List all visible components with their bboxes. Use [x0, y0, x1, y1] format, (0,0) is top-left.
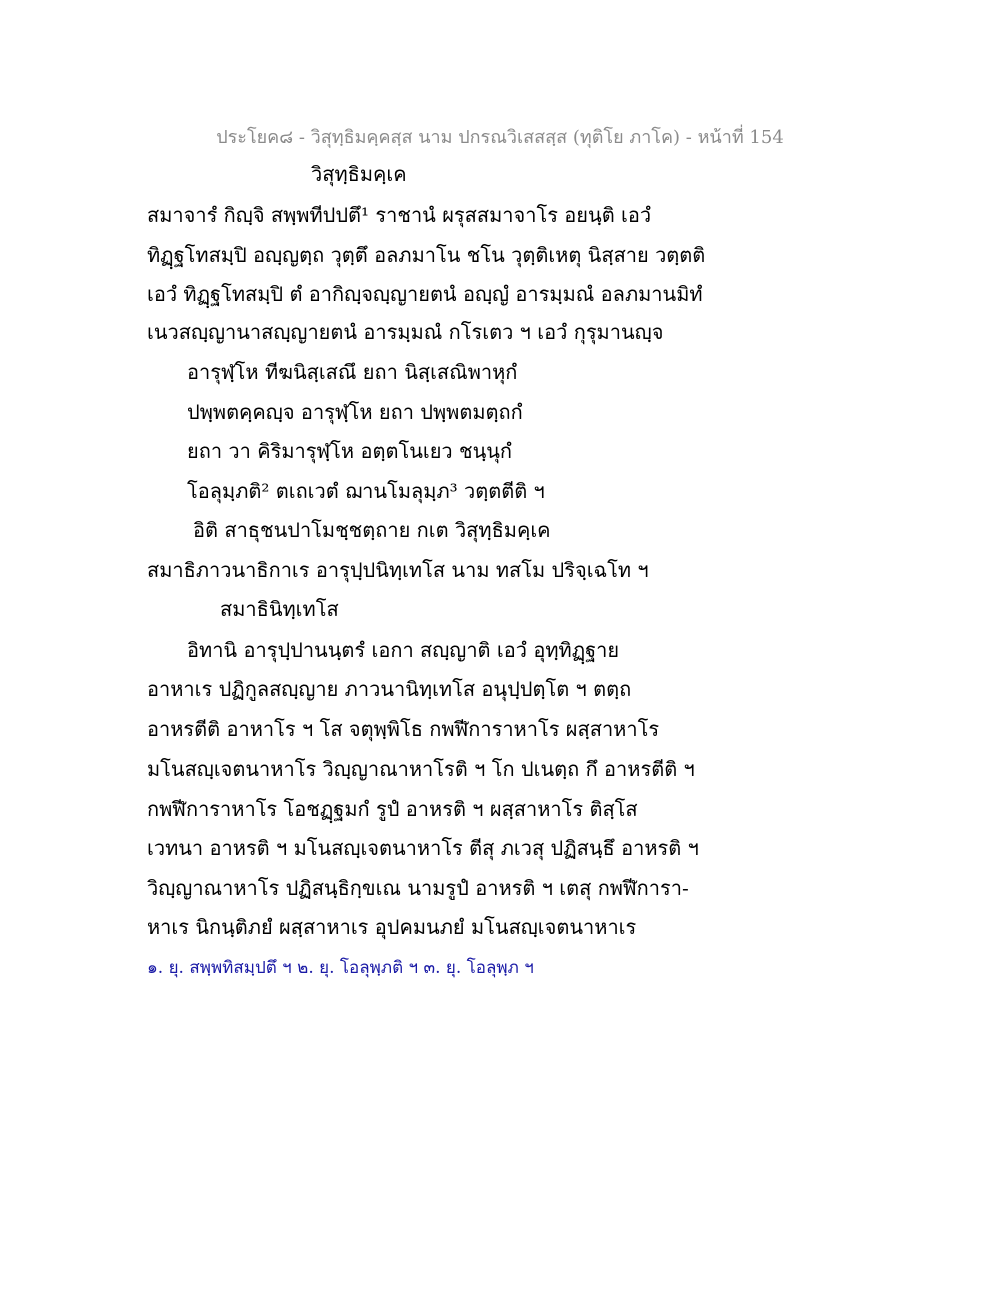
text-line: กพฬีการาหาโร โอชฏฺฐมกํ รูปํ อาหรติ ฯ ผสฺสาหาโร ติสฺโส	[147, 797, 638, 821]
text-line: ทิฏฺฐโทสมฺปิ อญฺญตฺถ วุตฺตึ อลภมาโน ชโน วุตฺติเหตุ นิสฺสาย วตฺตติ	[147, 243, 706, 267]
text-line: มโนสญฺเจตนาหาโร วิญฺญาณาหาโรติ ฯ โก ปเนตฺถ กึ อาหรตีติ ฯ	[147, 757, 695, 781]
text-line: หาเร นิกนฺติภยํ ผสฺสาหาเร อุปคมนภยํ มโนสญฺเจตนาหาเร	[147, 915, 637, 939]
text-line: เวทนา อาหรติ ฯ มโนสญฺเจตนาหาโร ตีสุ ภเวสุ ปฏิสนฺธึ อาหรติ ฯ	[147, 836, 699, 860]
text-line: สมาจารํ กิญฺจิ สพฺพทีปปตึ¹ ราชานํ ผรุสสมาจาโร อยนฺติ เอวํ	[147, 203, 652, 227]
chapter-colophon-end: สมาธิภาวนาธิกาเร อารุปฺปนิทฺเทโส นาม ทสโม ปริจฺเฉโท ฯ	[147, 558, 649, 582]
page-header: ประโยค๘ - วิสุทฺธิมคฺคสฺส นาม ปกรณวิเสสสฺส (ทุติโย ภาโค) - หน้าที่ 154	[216, 127, 784, 148]
chapter-heading: สมาธินิทฺเทโส	[220, 597, 339, 621]
text-line: อาหาเร ปฏิกูลสญฺญาย ภาวนานิทฺเทโส อนุปฺปตฺโต ฯ ตตฺถ	[147, 677, 632, 701]
text-line: อาหรตีติ อาหาโร ฯ โส จตุพฺพิโธ กพฬีการาหาโร ผสฺสาหาโร	[147, 717, 660, 741]
verse-line: อารุฬฺโห ทีฆนิสฺเสณึ ยถา นิสฺเสณิพาหุกํ	[187, 360, 518, 384]
text-line: อิทานิ อารุปฺปานนฺตรํ เอกา สญฺญาติ เอวํ อุทฺทิฏฺฐาย	[187, 638, 620, 662]
verse-line: โอลุมฺภติ² ตเถเวตํ ฌานโมลุมฺภ³ วตฺตตีติ ฯ	[187, 479, 545, 503]
footnote: ๑. ยุ. สพฺพทิสมฺปตึ ฯ ๒. ยุ. โอลุพฺภติ ฯ ๓. ยุ. โอลุพฺภ ฯ	[147, 958, 534, 978]
section-title: วิสุทฺธิมคฺเค	[311, 162, 407, 186]
verse-line: ปพฺพตคฺคญฺจ อารุฬฺโห ยถา ปพฺพตมตฺถกํ	[187, 400, 523, 424]
text-line: เนวสญฺญานาสญฺญายตนํ อารมฺมณํ กโรเตว ฯ เอวํ กุรุมานญฺจ	[147, 320, 664, 344]
verse-line: ยถา วา คิริมารุฬฺโห อตฺตโนเยว ชนฺนุกํ	[187, 439, 513, 463]
text-line: เอวํ ทิฏฺฐโทสมฺปิ ตํ อากิญฺจญฺญายตนํ อญฺญํ อารมฺมณํ อลภมานมิทํ	[147, 282, 703, 306]
chapter-colophon: อิติ สาธุชนปาโมชฺชตฺถาย กเต วิสุทฺธิมคฺเค	[193, 518, 551, 542]
text-line: วิญฺญาณาหาโร ปฏิสนฺธิกฺขเณ นามรูปํ อาหรติ ฯ เตสุ กพฬีการา-	[147, 876, 689, 900]
